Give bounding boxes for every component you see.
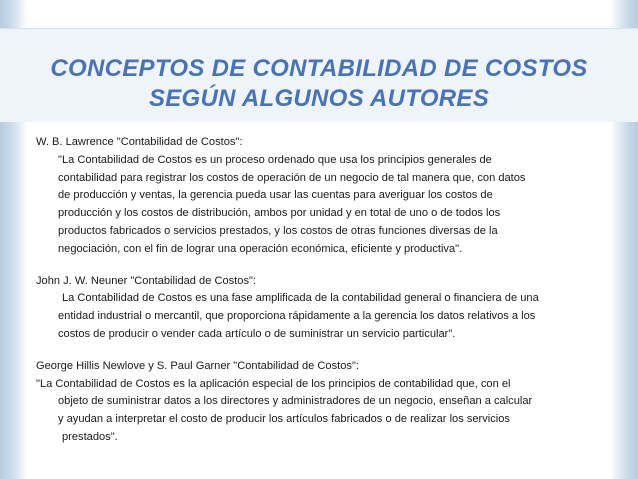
title-line-2: SEGÚN ALGUNOS AUTORES <box>148 85 490 112</box>
quote-line: entidad industrial o mercantil, que proporciona rápidamente a la gerencia los datos relativos a los <box>58 310 536 323</box>
quote-line: objeto de suministrar datos a los directores y administradores de un negocio, enseñan a calcular <box>58 395 533 408</box>
quote-line: de producción y ventas, la gerencia pueda usar las cuentas para averiguar los costos de <box>58 189 493 202</box>
quote-line: prestados". <box>62 430 118 443</box>
quote-line: producción y los costos de distribución, ambos por unidad y en total de uno o de todos los <box>58 207 501 220</box>
quote-line: negociación, con el fin de lograr una operación económica, eficiente y productiva". <box>58 242 463 255</box>
quote-line: contabilidad para registrar los costos de operación de un negocio de tal manera que, con datos <box>58 171 526 184</box>
author-heading: John J. W. Neuner "Contabilidad de Costos": <box>36 274 257 287</box>
quote-line: productos fabricados o servicios prestados, y los costos de otras funciones diversas de la <box>58 224 498 237</box>
slide-body <box>36 134 606 447</box>
quote-line: La Contabilidad de Costos es una fase amplificada de la contabilidad general o financiera de una <box>62 292 539 305</box>
top-divider <box>0 28 638 29</box>
slide-title <box>28 54 610 114</box>
title-line-1: CONCEPTOS DE CONTABILIDAD DE COSTOS <box>50 55 588 82</box>
definition-newlove-garner <box>36 358 606 447</box>
author-heading: George Hillis Newlove y S. Paul Garner "Contabilidad de Costos": <box>36 359 359 372</box>
author-heading: W. B. Lawrence "Contabilidad de Costos": <box>36 136 243 148</box>
quote-line: "La Contabilidad de Costos es un proceso ordenado que usa los principios generales de <box>58 153 492 166</box>
definition-lawrence <box>36 134 606 259</box>
quote-line: costos de producir o vender cada artículo o de suministrar un servicio particular". <box>58 327 456 340</box>
definition-neuner <box>36 273 606 344</box>
quote-line: y ayudan a interpretar el costo de producir los artículos fabricados o de realizar los servicios <box>58 413 510 426</box>
quote-line: "La Contabilidad de Costos es la aplicación especial de los principios de contabilidad que, con el <box>36 377 511 390</box>
